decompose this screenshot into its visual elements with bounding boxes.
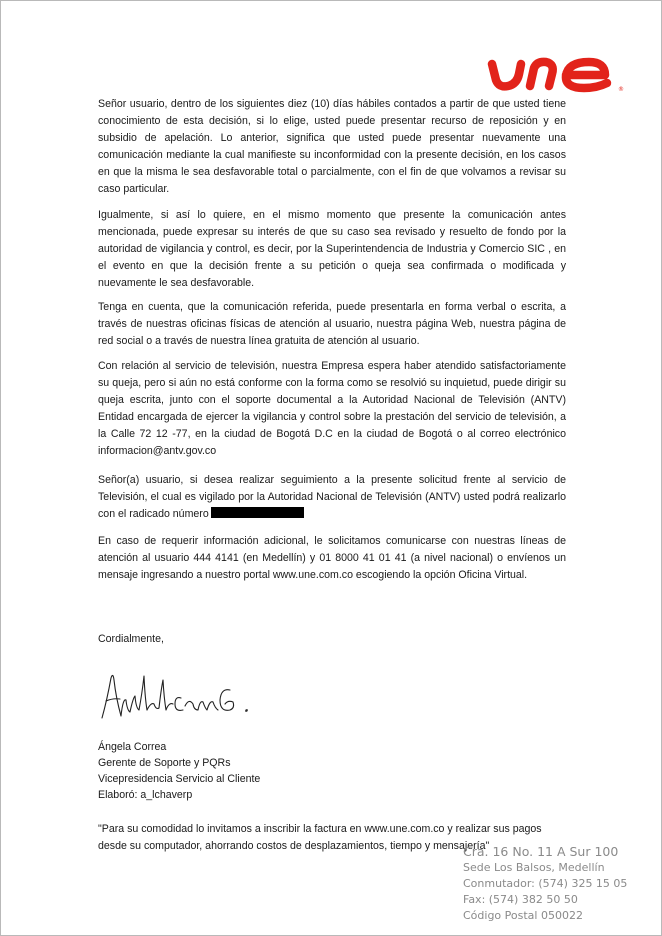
footer-note: "Para su comodidad lo invitamos a inscribir la factura en www.une.com.co y realizar sus pagos desde su computador, ahorrando costos de desplazamientos, tiempo y mensajería" [98,823,542,852]
signer-name: Ángela Correa [98,741,167,753]
paragraph-sic: Igualmente, si así lo quiere, en el mismo momento que presente la comunicación antes mencionada, puede expresar su interés de que su caso sea revisado y resuelto de fondo por la autoridad de vigilancia y control, es decir, por la Superintendencia de Industria y Comercio SIC , en el evento en que la decisión frente a su petición o queja sea confirmada o modificada y nuevamente le sea desfavorable. [98,209,566,289]
handwritten-signature [99,668,269,722]
television-text: Con relación al servicio de televisión, nuestra Empresa espera haber atendido satisfactoriamente su queja, pero si aún no está conforme con la forma como se resolvió su inquietud, puede dirigir su queja escrita, junto con el soporte documental a la Autoridad Nacional de Televisión (ANTV) Entidad encargada de ejercer la vigilancia y control sobre la prestación del servicio de televisión, a la Calle 72 12 -77, en la ciudad de Bogotá D.C en la ciudad de Bogotá o al correo electrónico informacion@antv.gov.co [98,360,566,457]
paragraph-television [98,358,566,460]
address-block [463,844,627,924]
address-fax: Fax: (574) 382 50 50 [463,893,578,906]
address-line-2: Sede Los Balsos, Medellín [463,861,605,874]
address-line-1: Cra. 16 No. 11 A Sur 100 [463,844,619,859]
paragraph-seguimiento [98,472,566,523]
redacted-radicado [211,507,304,518]
une-logo [485,53,629,95]
seguimiento-text: Señor(a) usuario, si desea realizar seguimiento a la presente solicitud frente al servicio de Televisión, el cual es vigilado por la Autoridad Nacional de Televisión (ANTV) usted podrá realizarlo con el radicado número [98,474,566,520]
paragraph-reposicion: Señor usuario, dentro de los siguientes diez (10) días hábiles contados a partir de que usted tiene conocimiento de esta decisión, si lo elige, usted puede presentar recurso de reposición y en subsidio de apelación. Lo anterior, significa que usted puede presentar nuevamente una comunicación mediante la cual manifieste su inconformidad con la presente decisión, en los casos en que la misma le sea desfavorable total o parcialmente, con el fin de que volvamos a revisar su caso particular. [98,98,566,195]
paragraph-contacto: En caso de requerir información adicional, le solicitamos comunicarse con nuestras líneas de atención al usuario 444 4141 (en Medellín) y 01 8000 41 01 41 (a nivel nacional) o envíenos un mensaje ingresando a nuestro portal www.une.com.co escogiendo la opción Oficina Virtual. [98,535,566,581]
address-phone: Conmutador: (574) 325 15 05 [463,877,628,890]
prepared-by: Elaboró: a_lchaverp [98,789,193,801]
signer-department: Vicepresidencia Servicio al Cliente [98,773,261,785]
closing: Cordialmente, [98,633,164,645]
registered-mark: ® [618,86,624,93]
signer-title: Gerente de Soporte y PQRs [98,757,231,769]
address-postal-code: Código Postal 050022 [463,909,583,922]
paragraph-canales: Tenga en cuenta, que la comunicación referida, puede presentarla en forma verbal o escrita, a través de nuestras oficinas físicas de atención al usuario, nuestra página Web, nuestra página de red social o a través de nuestra línea gratuita de atención al usuario. [98,301,566,347]
